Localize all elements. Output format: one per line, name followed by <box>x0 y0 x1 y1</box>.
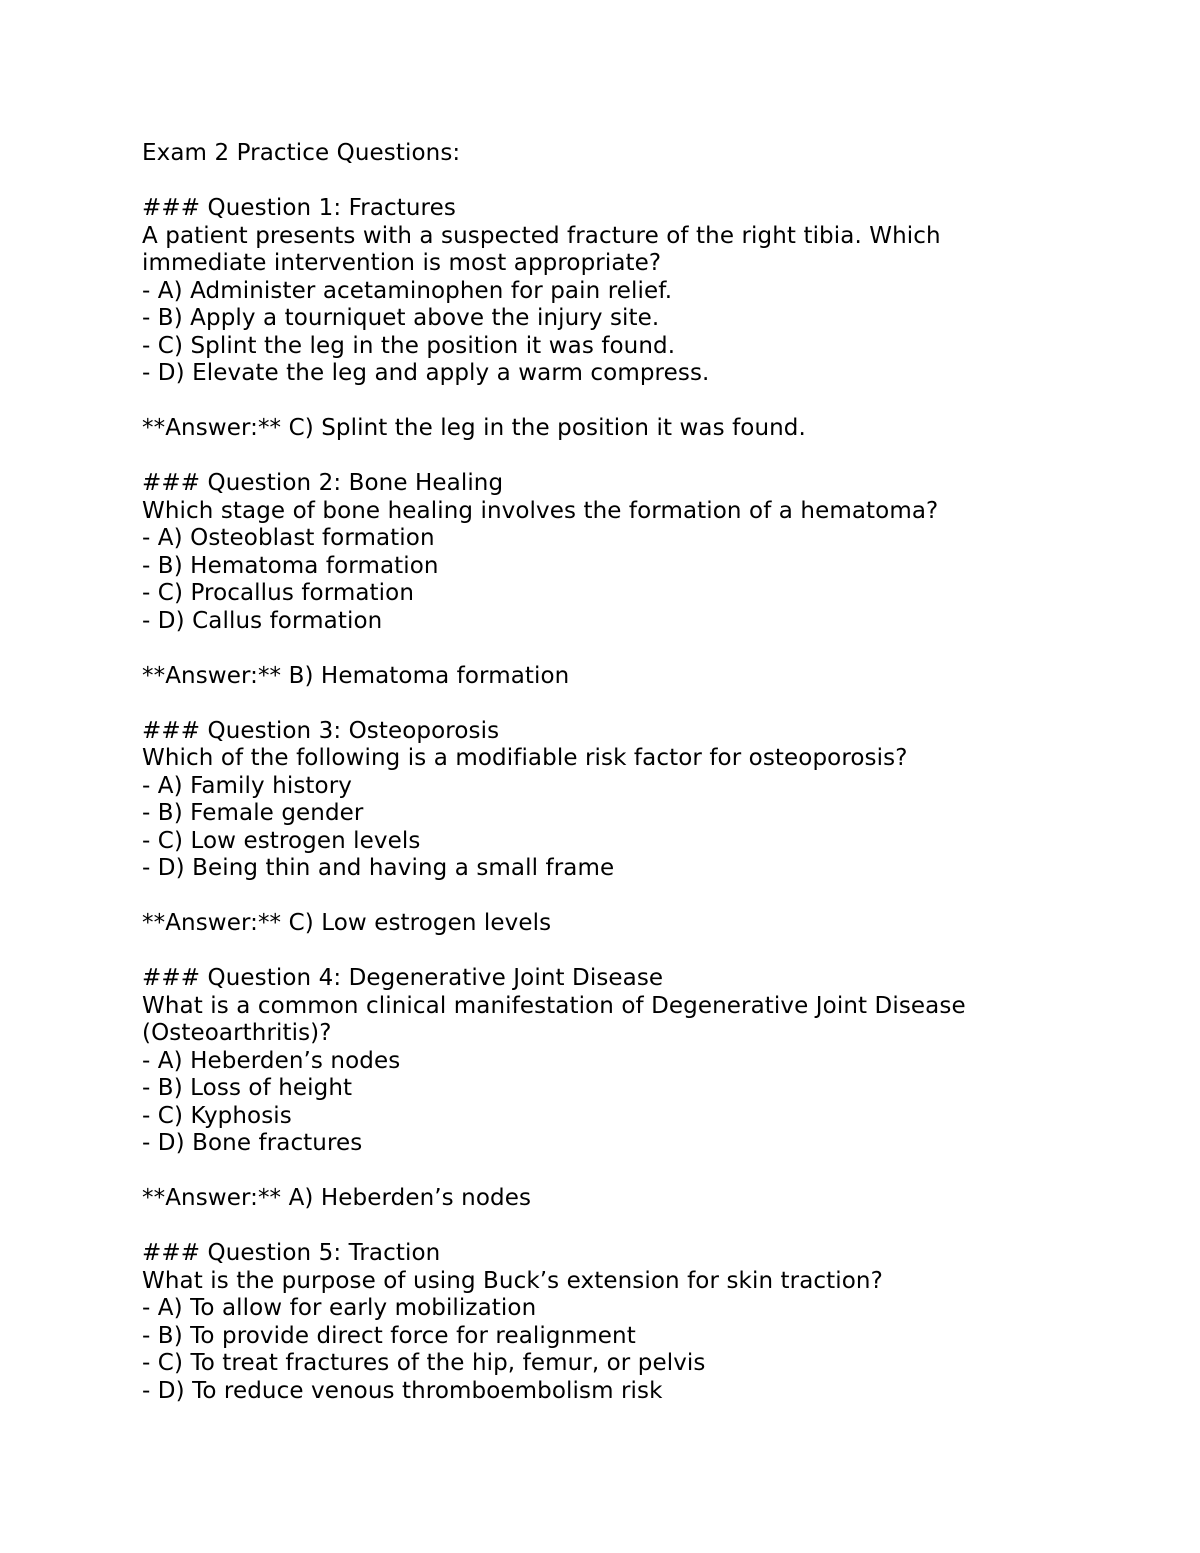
option-c: - C) Low estrogen levels <box>142 827 421 854</box>
question-2 <box>142 470 1142 718</box>
question-1 <box>142 195 1142 470</box>
option-b: - B) Apply a tourniquet above the injury site. <box>142 305 660 331</box>
option-b: - B) Female gender <box>142 800 364 826</box>
option-d: - D) Elevate the leg and apply a warm compress. <box>142 360 710 386</box>
answer-line: **Answer:** A) Heberden’s nodes <box>142 1185 532 1211</box>
question-stem: Which of the following is a modifiable risk factor for osteoporosis? <box>142 745 908 771</box>
option-c: - C) Splint the leg in the position it was found. <box>142 332 676 359</box>
option-c: - C) Procallus formation <box>142 580 415 606</box>
option-a: - A) To allow for early mobilization <box>142 1295 537 1321</box>
spacer <box>142 883 1142 911</box>
option-b: - B) Hematoma formation <box>142 552 439 579</box>
question-heading: ### Question 2: Bone Healing <box>142 470 504 496</box>
answer-line: **Answer:** C) Splint the leg in the position it was found. <box>142 415 806 441</box>
document-title: Exam 2 Practice Questions: <box>142 140 461 166</box>
option-a: - A) Heberden’s nodes <box>142 1047 401 1074</box>
spacer <box>142 1158 1142 1186</box>
spacer <box>142 443 1142 471</box>
option-d: - D) Callus formation <box>142 607 383 634</box>
option-a: - A) Osteoblast formation <box>142 525 435 551</box>
option-a: - A) Family history <box>142 772 352 799</box>
question-heading: ### Question 5: Traction <box>142 1240 441 1266</box>
question-stem: immediate intervention is most appropriate? <box>142 250 662 276</box>
question-stem: Which stage of bone healing involves the formation of a hematoma? <box>142 497 939 524</box>
question-stem: A patient presents with a suspected fracture of the right tibia. Which <box>142 222 941 249</box>
option-d: - D) Being thin and having a small frame <box>142 855 615 881</box>
option-c: - C) Kyphosis <box>142 1102 292 1129</box>
spacer <box>142 1213 1142 1241</box>
answer-line: **Answer:** B) Hematoma formation <box>142 662 570 689</box>
answer-line: **Answer:** C) Low estrogen levels <box>142 910 552 936</box>
spacer <box>142 938 1142 966</box>
option-c: - C) To treat fractures of the hip, femur, or pelvis <box>142 1350 706 1376</box>
option-d: - D) To reduce venous thromboembolism risk <box>142 1377 663 1404</box>
option-d: - D) Bone fractures <box>142 1130 363 1156</box>
question-stem: What is a common clinical manifestation of Degenerative Joint Disease <box>142 992 966 1019</box>
spacer <box>142 388 1142 416</box>
option-b: - B) Loss of height <box>142 1075 353 1101</box>
question-stem: (Osteoarthritis)? <box>142 1020 332 1046</box>
question-heading: ### Question 3: Osteoporosis <box>142 717 500 744</box>
question-stem: What is the purpose of using Buck’s extension for skin traction? <box>142 1267 883 1294</box>
option-a: - A) Administer acetaminophen for pain relief. <box>142 277 673 304</box>
spacer <box>142 690 1142 718</box>
spacer <box>142 168 1142 196</box>
document-page <box>142 140 1142 1405</box>
question-heading: ### Question 1: Fractures <box>142 195 456 221</box>
question-4 <box>142 965 1142 1240</box>
question-heading: ### Question 4: Degenerative Joint Disease <box>142 965 664 991</box>
option-b: - B) To provide direct force for realignment <box>142 1322 636 1349</box>
question-5 <box>142 1240 1142 1405</box>
spacer <box>142 635 1142 663</box>
question-3 <box>142 718 1142 966</box>
